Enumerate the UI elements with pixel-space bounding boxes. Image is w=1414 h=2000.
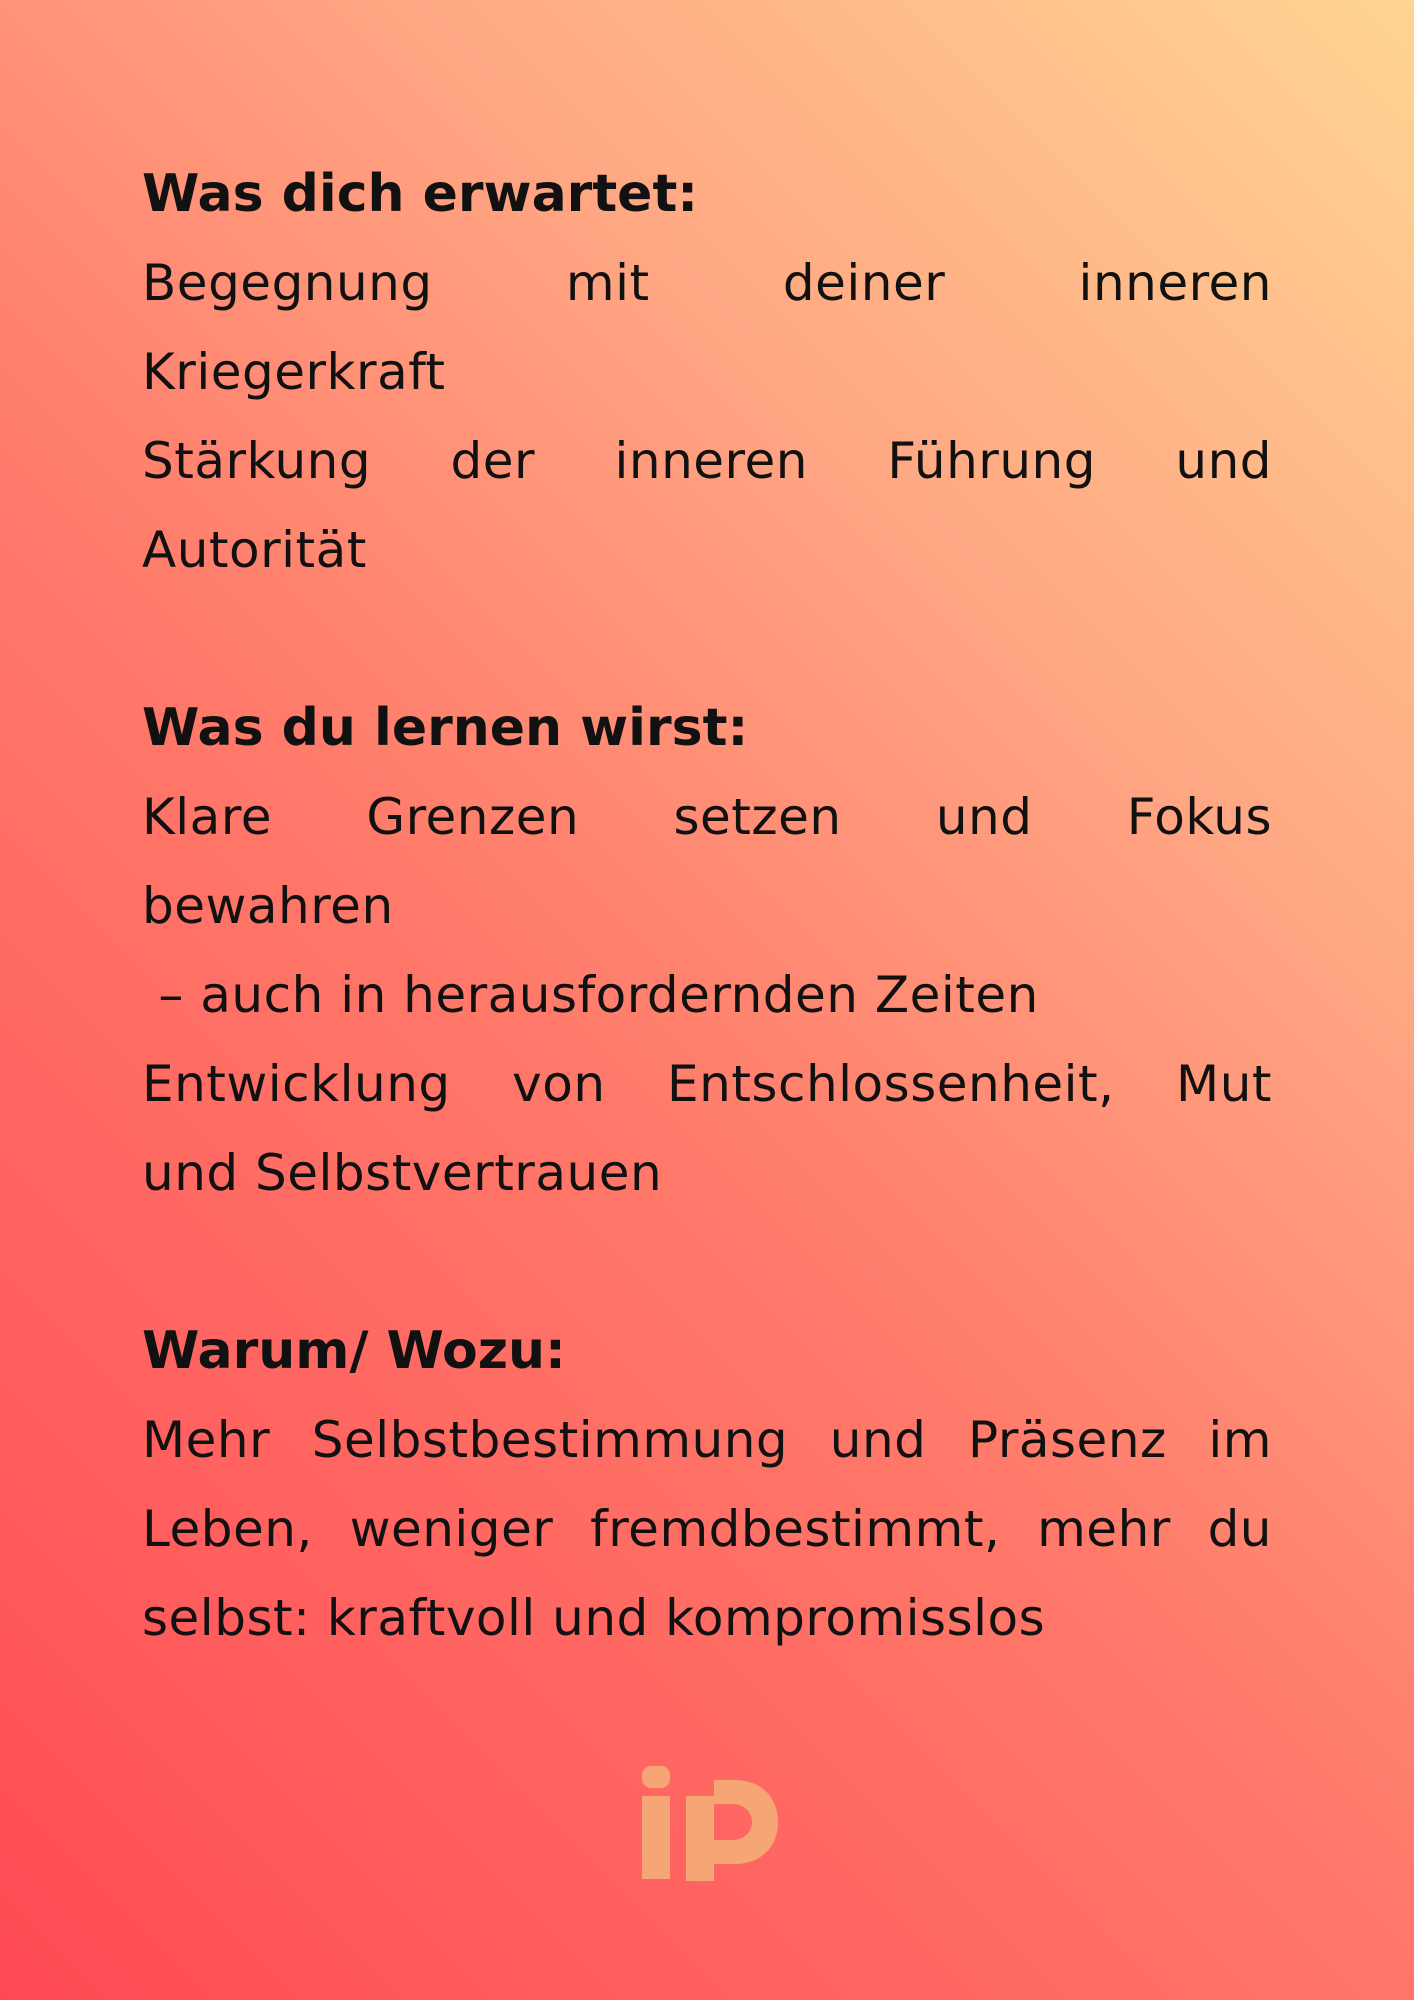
section-text xyxy=(142,1396,1272,1663)
section-text xyxy=(142,773,1272,1218)
text-line: selbst: kraftvoll und kompromisslos xyxy=(142,1589,1046,1647)
text-line: und Selbstvertrauen xyxy=(142,1144,663,1202)
text-line: – auch in herausfordernden Zeiten xyxy=(142,966,1039,1024)
text-line: Leben, weniger fremdbestimmt, mehr du xyxy=(142,1500,1272,1558)
text-line: Autorität xyxy=(142,521,367,579)
ip-logo-icon xyxy=(640,1766,780,1881)
text-line: Entwicklung von Entschlossenheit, Mut xyxy=(142,1055,1272,1113)
section-learnings xyxy=(142,684,1272,1218)
section-text xyxy=(142,239,1272,595)
text-line: Kriegerkraft xyxy=(142,343,446,401)
section-purpose xyxy=(142,1307,1272,1663)
text-line: Stärkung der inneren Führung und xyxy=(142,432,1272,490)
text-line: Mehr Selbstbestimmung und Präsenz im xyxy=(142,1411,1272,1469)
section-heading: Was du lernen wirst: xyxy=(142,698,749,758)
text-line: Begegnung mit deiner inneren xyxy=(142,254,1272,312)
content-body xyxy=(142,150,1272,1752)
section-heading: Warum/ Wozu: xyxy=(142,1321,566,1381)
text-line: Klare Grenzen setzen und Fokus xyxy=(142,788,1272,846)
section-expectations xyxy=(142,150,1272,595)
section-heading: Was dich erwartet: xyxy=(142,164,699,224)
text-line: bewahren xyxy=(142,877,394,935)
